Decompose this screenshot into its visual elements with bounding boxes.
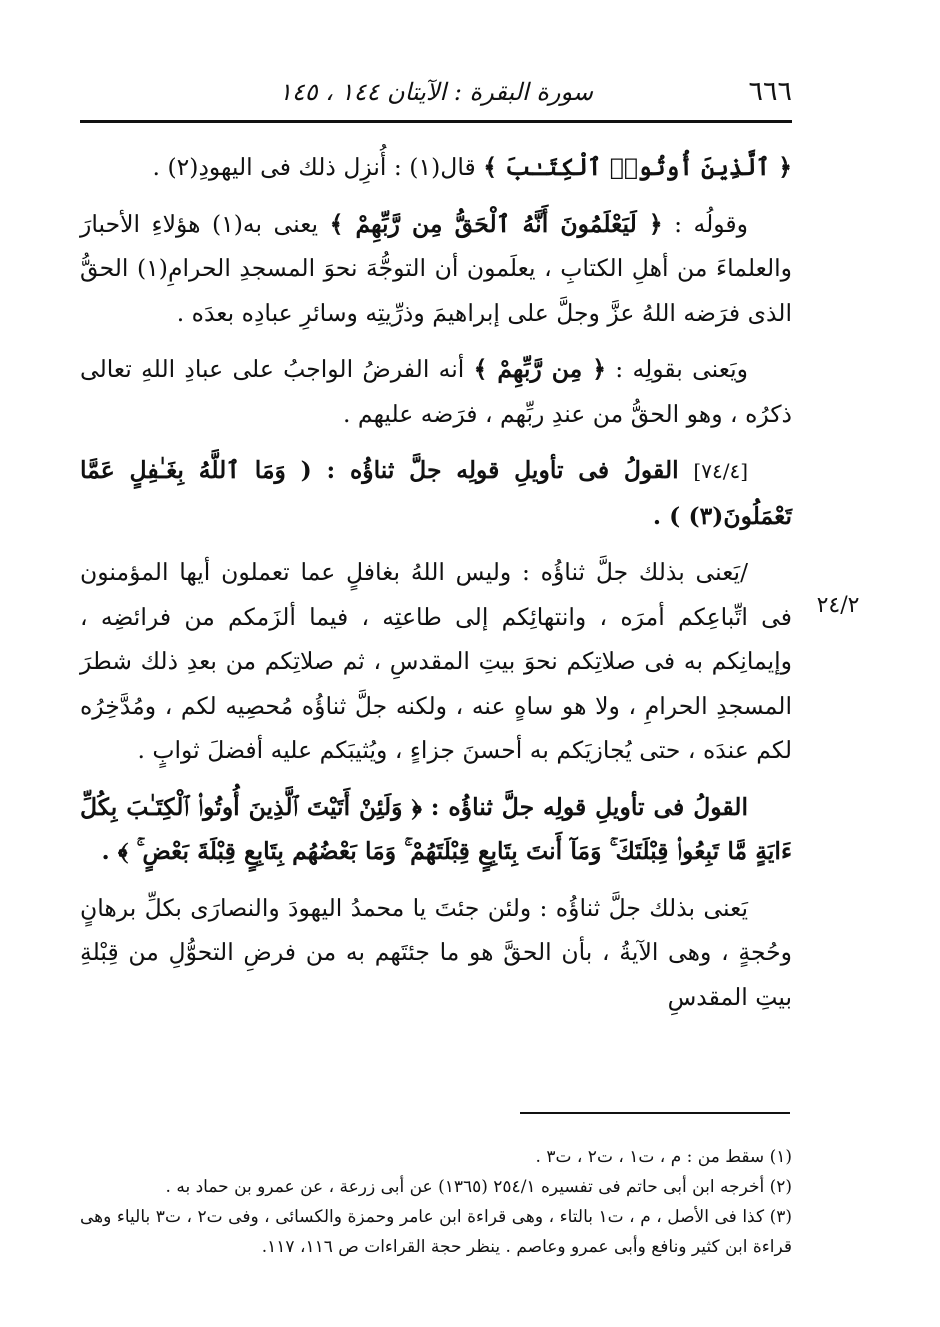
paragraph-text: يَعنى بذلك جلَّ ثناؤُه : ولئن جئتَ يا محمدُ اليهودَ والنصارَى بكلِّ برهانٍ وحُجةٍ ، وهى الآيةُ ، بأن الحقَّ هو ما جئتَهم به من فرضِ التحوُّلِ من قِبْلةِ بيتِ المقدسِ xyxy=(80,893,792,1011)
quran-quote: ﴿ وَلَئِنْ أَتَيْتَ ٱلَّذِينَ أُوتُوا۟ ٱلْكِتَـٰبَ بِكُلِّ ءَايَةٍ مَّا تَبِعُوا۟ قِبْلَتَكَ ۚ وَمَآ أَنتَ بِتَابِعٍ قِبْلَتَهُمْ ۚ وَمَا بَعْضُهُم بِتَابِعٍ قِبْلَةَ بَعْضٍ ۚ ﴾ xyxy=(80,792,792,865)
page-header xyxy=(80,72,792,112)
heading-text: القولُ فى تأويلِ قولِه جلَّ ثناؤُه : xyxy=(311,456,694,484)
paragraph-lead: ويَعنى بقولِه : xyxy=(605,355,749,383)
paragraph-7 xyxy=(80,886,792,1020)
quran-quote: ( وَمَا ٱللَّهُ بِغَـٰفِلٍ عَمَّا تَعْمَلُونَ(٣) ) . xyxy=(80,456,792,530)
header-rule xyxy=(80,120,792,123)
footnotes xyxy=(80,1142,792,1262)
heading-text: القولُ فى تأويلِ قولِه جلَّ ثناؤُه : xyxy=(421,792,748,821)
paragraph-lead: وقولُه : xyxy=(662,209,749,238)
footnote-3: (٣) كذا فى الأصل ، م ، ت١ بالتاء ، وهى قراءة ابن عامر وحمزة والكسائى ، وفى ت٢ ، ت٣ بالياء وهى قراءة ابن كثير ونافع وأبى عمرو وعاصم . ينظر حجة القراءات ص ١١٦، ١١٧. xyxy=(80,1207,792,1257)
paragraph-2 xyxy=(80,202,792,336)
quran-quote: ﴿ مِن رَّبِّهِمْ ﴾ xyxy=(473,355,606,383)
paragraph-5 xyxy=(80,550,792,773)
heading-tail: . xyxy=(101,837,118,865)
footnote-1: (١) سقط من : م ، ت١ ، ت٢ ، ت٣ . xyxy=(535,1147,792,1167)
footnote-2: (٢) أخرجه ابن أبى حاتم فى تفسيره ٢٥٤/١ (١٣٦٥) عن أبى زرعة ، عن عمرو بن حماد به . xyxy=(165,1177,792,1197)
section-heading-2 xyxy=(80,785,792,874)
main-text xyxy=(80,145,792,1031)
margin-page-reference: ٢٤/٢ xyxy=(816,593,860,618)
quran-quote: ﴿ ٱلَّذِينَ أُوتُوا۟ ٱلْكِتَـٰبَ ﴾ xyxy=(483,153,792,181)
quran-quote: ﴿ لَيَعْلَمُونَ أَنَّهُ ٱلْحَقُّ مِن رَّبِّهِمْ ﴾ xyxy=(329,209,663,238)
page-number: ٦٦٦ xyxy=(748,76,792,107)
paragraph-text: أنه الفرضُ الواجبُ على عبادِ اللهِ تعالى ذكرُه ، وهو الحقُّ من عندِ ربِّهم ، فرَضه عليهم . xyxy=(80,355,792,428)
paragraph-text: يعنى به(١) هؤلاءِ الأحبارَ والعلماءَ من أهلِ الكتابِ ، يعلَمون أن التوجُّهَ نحوَ المسجدِ الحرامِ(١) الحقُّ الذى فرَضه اللهُ عزَّ وجلَّ على إبراهيمَ وذرِّيتِه وسائرِ عبادِه بعدَه . xyxy=(80,209,792,327)
paragraph-1 xyxy=(80,145,792,190)
paragraph-text: /يَعنى بذلك جلَّ ثناؤُه : وليس اللهُ بغافلٍ عما تعملون أيها المؤمنون فى اتِّباعِكم أمرَه ، وانتهائِكم إلى طاعتِه ، فيما ألزَمكم من فرائضِه ، وإيمانِكم به فى صلاتِكم نحوَ بيتِ المقدسِ ، ثم صلاتِكم من بعدِ ذلك شطرَ المسجدِ الحرامِ ، ولا هو ساهٍ عنه ، ولكنه جلَّ ثناؤُه مُحصِيه لكم ، ومُدَّخِرُه لكم عندَه ، حتى يُجازيَكم به أحسنَ جزاءٍ ، ويُثيبَكم عليه أفضلَ ثوابٍ . xyxy=(80,558,792,764)
section-heading-1 xyxy=(80,448,792,538)
volume-page-reference: [٧٤/٤] xyxy=(693,459,748,483)
running-head: سورة البقرة : الآيتان ١٤٤ ، ١٤٥ xyxy=(278,78,594,106)
paragraph-3 xyxy=(80,347,792,436)
footnote-rule xyxy=(520,1112,790,1114)
paragraph-text: قال(١) : أُنزِل ذلك فى اليهودِ(٢) . xyxy=(152,153,484,181)
